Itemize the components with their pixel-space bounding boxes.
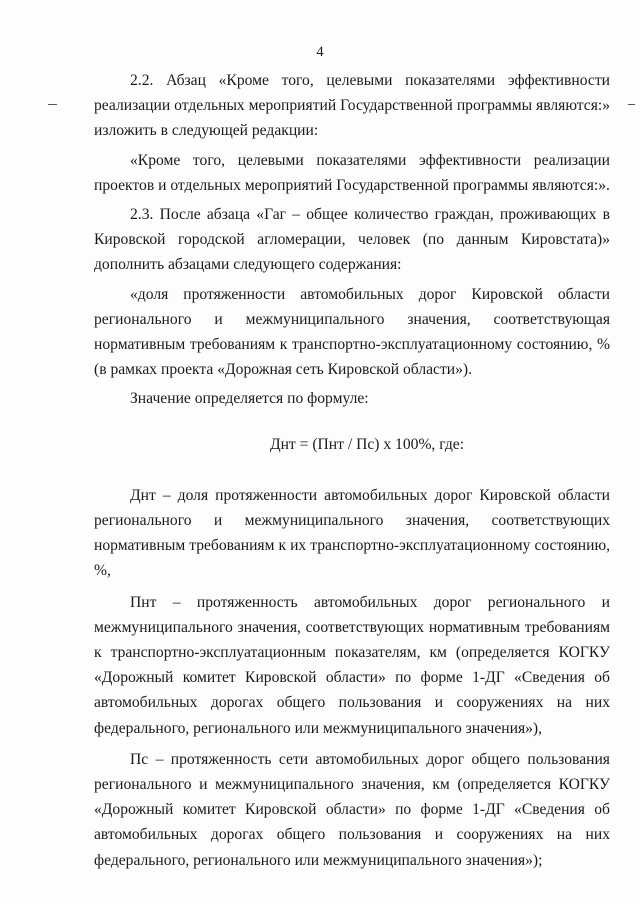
paragraph-road-share: «доля протяженности автомобильных дорог Кировской области регионального и межмуниципального значения, соответствующая нормативным требованиям к транспортно-эксплуатационному состоянию, % (в рамках проекта «Дорожная сеть Кировской области»). bbox=[94, 285, 610, 379]
paragraph-formula-intro: Значение определяется по формуле: bbox=[130, 390, 369, 408]
left-margin-mark bbox=[48, 104, 57, 105]
right-margin-mark bbox=[628, 104, 635, 105]
document-body bbox=[94, 68, 610, 873]
definition-dnt: Днт – доля протяженности автомобильных дорог Кировской области регионального и межмуниципального значения, соответствующих нормативным требованиям к их транспортно-эксплуатационному состоянию, %, bbox=[94, 486, 610, 580]
paragraph-quote-targets: «Кроме того, целевыми показателями эффективности реализации проектов и отдельных мероприятий Государственной программы являются:». bbox=[94, 151, 610, 194]
paragraph-2-3: 2.3. После абзаца «Гаг – общее количество граждан, проживающих в Кировской городской агломерации, человек (по данным Кировстата)» дополнить абзацами следующего содержания: bbox=[94, 206, 610, 274]
definition-ps: Пс – протяженность сети автомобильных дорог общего пользования регионального и межмуниципального значения, км (определяется КОГКУ «Дорожный комитет Кировской области» по форме 1-ДГ «Сведения об автомобильных дорогах общего пользования и сооружениях на них федерального, регионального или межмуниципального значения»); bbox=[94, 750, 610, 869]
page-number: 4 bbox=[316, 44, 324, 60]
paragraph-2-2: 2.2. Абзац «Кроме того, целевыми показателями эффективности реализации отдельных мероприятий Государственной программы являются:» изложить в следующей редакции: bbox=[94, 72, 610, 140]
formula: Днт = (Пнт / Пс) х 100%, где: bbox=[269, 435, 465, 453]
definition-pnt: Пнт – протяженность автомобильных дорог регионального и межмуниципального значения, соответствующих нормативным требованиям к транспортно-эксплуатационным показателям, км (определяется КОГКУ «Дорожный комитет Кировской области» по форме 1-ДГ «Сведения об автомобильных дорогах общего пользования и сооружениях на них федерального, регионального или межмуниципального значения»), bbox=[94, 593, 610, 737]
